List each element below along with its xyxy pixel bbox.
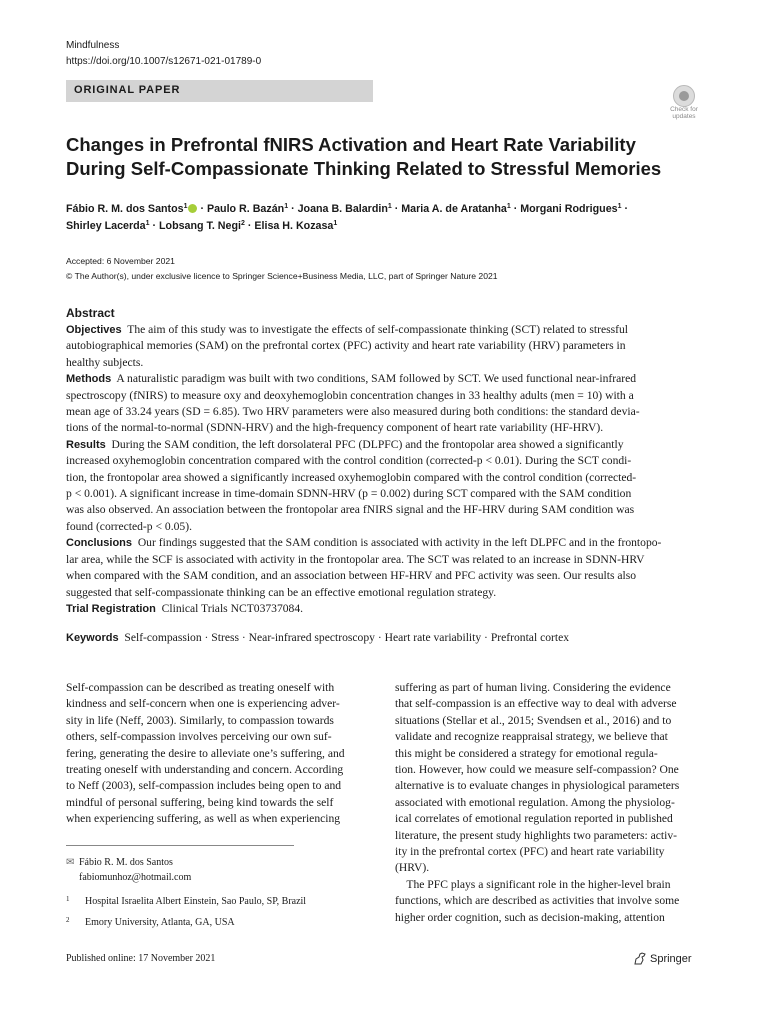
copyright-notice: © The Author(s), under exclusive licence to Springer Science+Business Media, LLC, part of Springer Nature 2021 — [66, 271, 498, 281]
title-line: During Self-Compassionate Thinking Related to Stressful Memories — [66, 158, 662, 179]
doi-link[interactable]: https://doi.org/10.1007/s12671-021-01789-0 — [66, 56, 262, 67]
abstract-line: The aim of this study was to investigate the effects of self-compassionate thinking (SCT) related to stressful — [127, 323, 629, 336]
keywords-list: Self-compassion · Stress · Near-infrared spectroscopy · Heart rate variability · Prefrontal cortex — [124, 631, 570, 644]
abstract-line: increased oxyhemoglobin concentration compared with the control condition (corrected-p < 0.01). During the SCT condi- — [66, 454, 632, 468]
abstract-line: tions of the normal-to-normal (SDNN-HRV) and the high-frequency component of heart rate variability (HF-HRV). — [66, 421, 604, 435]
affiliation-2: 2 Emory University, Atlanta, GA, USA — [66, 916, 235, 928]
body-line: to Neff (2003), self-compassion includes being open to and — [66, 779, 342, 793]
body-line: tion. However, how could we measure self-compassion? One — [395, 763, 679, 777]
article-title — [66, 133, 666, 181]
abstract-line: spectroscopy (fNIRS) to measure oxy and deoxyhemoglobin concentration changes in 33 healthy adults (men = 10) with a — [66, 388, 634, 402]
abstract-line: found (corrected-p < 0.05). — [66, 519, 192, 533]
body-line: (HRV). — [395, 861, 430, 875]
check-updates-icon — [673, 85, 695, 107]
abstract-line: tion, the frontopolar area showed a significantly increased oxyhemoglobin compared with the control condition (corrected- — [66, 470, 637, 484]
body-line: higher order cognition, such as decision-making, attention — [395, 910, 665, 924]
results-label: Results — [66, 438, 106, 451]
abstract-line: mean age of 33.24 years (SD = 6.85). Two HRV parameters were also measured during both conditions: the standard devia- — [66, 405, 640, 419]
abstract-line: healthy subjects. — [66, 355, 144, 369]
springer-horse-icon — [633, 952, 647, 965]
corresponding-email[interactable]: fabiomunhoz@hotmail.com — [79, 872, 192, 883]
abstract-line: lar area, while the SCF is associated with activity in the frontopolar area. The SCT was related to an increase in SDNN-HRV — [66, 552, 645, 566]
body-line: kindness and self-concern when one is experiencing adver- — [66, 697, 340, 711]
corresponding-name: Fábio R. M. dos Santos — [79, 857, 173, 868]
objectives-label: Objectives — [66, 324, 122, 336]
title-line: Changes in Prefrontal fNIRS Activation and Heart Rate Variability — [66, 134, 636, 155]
abstract-line: suggested that self-compassionate thinking can be an effective emotional regulation strategy. — [66, 585, 497, 599]
abstract-line: was also observed. An association between the frontopolar area fNIRS signal and the HF-HRV during SAM condition was — [66, 503, 635, 517]
body-line: alternative is to evaluate changes in physiological parameters — [395, 779, 680, 793]
keywords — [66, 631, 569, 644]
abstract-line: Our findings suggested that the SAM condition is associated with activity in the left DLPFC and in the frontopo- — [137, 536, 662, 550]
author-name[interactable]: Lobsang T. Negi — [159, 220, 241, 232]
author-affiliation-marker: 1 — [506, 203, 511, 210]
body-line: The PFC plays a significant role in the higher-level brain — [395, 877, 671, 891]
body-line: this might be considered a strategy for emotional regula- — [395, 746, 658, 760]
publisher-logo — [633, 952, 692, 965]
author-name[interactable]: Fábio R. M. dos Santos — [66, 203, 184, 215]
body-line: sity in life (Neff, 2003). Similarly, to compassion towards — [66, 713, 334, 727]
body-column-left — [66, 680, 377, 828]
body-line: situations (Stellar et al., 2015; Svendsen et al., 2016) and to — [395, 713, 672, 727]
body-line: fering, generating the desire to alleviate one’s suffering, and — [66, 746, 345, 760]
author-affiliation-marker: 2 — [240, 220, 245, 227]
author-name[interactable]: Shirley Lacerda — [66, 220, 146, 232]
author-affiliation-marker: 1 — [617, 203, 622, 210]
body-line: associated with emotional regulation. Among the physiolog- — [395, 795, 675, 809]
body-line: Self-compassion can be described as treating oneself with — [66, 681, 335, 694]
body-line: ity in the prefrontal cortex (PFC) and heart rate variability — [395, 845, 665, 859]
body-line: treating oneself with understanding and concern. According — [66, 763, 344, 777]
author-list: Fábio R. M. dos Santos$^1$ · Paulo R. Bazán$^1$ · Joana B. Balardin$^1$ · Maria A. de Aratanha$^1$ · Morgani Rodrigues$^1$ · Shirley Lacerda$^1$ · Lobsang T. Negi$^2$ · Elisa H. Kozasa$^1$ — [66, 203, 629, 232]
abstract-body — [66, 322, 702, 617]
body-line: others, self-compassion involves perceiving our own suf- — [66, 730, 332, 744]
author-affiliation-marker: 1 — [284, 203, 289, 210]
published-date: Published online: 17 November 2021 — [66, 953, 216, 964]
abstract-heading: Abstract — [66, 306, 115, 320]
body-line: ical correlates of emotional regulation reported in published — [395, 812, 673, 826]
author-name[interactable]: Paulo R. Bazán — [206, 203, 285, 215]
abstract-line: p < 0.001). A significant increase in time-domain SDNN-HRV (p = 0.002) during SCT compared with the SAM condition — [66, 487, 632, 501]
author-affiliation-marker: 1 — [333, 220, 338, 227]
trial-registration-id[interactable]: Clinical Trials NCT03737084. — [161, 601, 304, 615]
orcid-icon[interactable] — [188, 204, 197, 213]
body-line: that self-compassion is an effective way to deal with adverse — [395, 697, 677, 711]
check-for-updates-badge[interactable] — [664, 85, 704, 125]
corresponding-author — [66, 855, 191, 885]
author-name[interactable]: Maria A. de Aratanha — [401, 203, 507, 215]
body-line: functions, which are described as activities that involve some — [395, 894, 680, 908]
affiliation-1: 1 Hospital Israelita Albert Einstein, Sao Paulo, SP, Brazil — [66, 895, 307, 907]
author-name[interactable]: Elisa H. Kozasa — [254, 220, 334, 232]
abstract-line: autobiographical memories (SAM) on the prefrontal cortex (PFC) activity and heart rate variability (HRV) parameters in — [66, 339, 626, 353]
body-line: suffering as part of human living. Considering the evidence — [395, 681, 671, 694]
envelope-icon: ✉ — [66, 857, 75, 868]
abstract-line: A naturalistic paradigm was built with two conditions, SAM followed by SCT. We used functional near-infrared — [116, 372, 637, 386]
author-affiliation-marker: 1 — [387, 203, 392, 210]
journal-name: Mindfulness — [66, 40, 120, 51]
abstract-line: when compared with the SAM condition, and an association between HF-HRV and PFC activity was seen. Our results also — [66, 569, 637, 583]
author-affiliation-marker: 1 — [183, 203, 188, 210]
keywords-label: Keywords — [66, 632, 119, 644]
author-name[interactable]: Joana B. Balardin — [297, 203, 388, 215]
body-line: literature, the present study highlights two parameters: activ- — [395, 828, 678, 842]
body-column-right — [395, 680, 706, 926]
accepted-date: Accepted: 6 November 2021 — [66, 256, 175, 266]
body-line: validate and recognize reappraisal strategy, we believe that — [395, 730, 668, 744]
abstract-line: During the SAM condition, the left dorsolateral PFC (DLPFC) and the frontopolar area showed a significantly — [111, 437, 624, 451]
paper-type-banner: ORIGINAL PAPER — [66, 80, 373, 102]
footnote-divider — [66, 845, 294, 846]
publisher-name: Springer — [650, 952, 692, 965]
author-affiliation-marker: 1 — [145, 220, 150, 227]
body-line: when experiencing suffering, as well as when experiencing — [66, 812, 341, 826]
methods-label: Methods — [66, 373, 112, 386]
trial-registration-label: Trial Registration — [66, 602, 156, 615]
check-updates-label: Check for updates — [670, 106, 698, 120]
conclusions-label: Conclusions — [66, 537, 133, 550]
author-name[interactable]: Morgani Rodrigues — [520, 203, 618, 215]
body-line: mindful of personal suffering, being kind towards the self — [66, 795, 334, 809]
